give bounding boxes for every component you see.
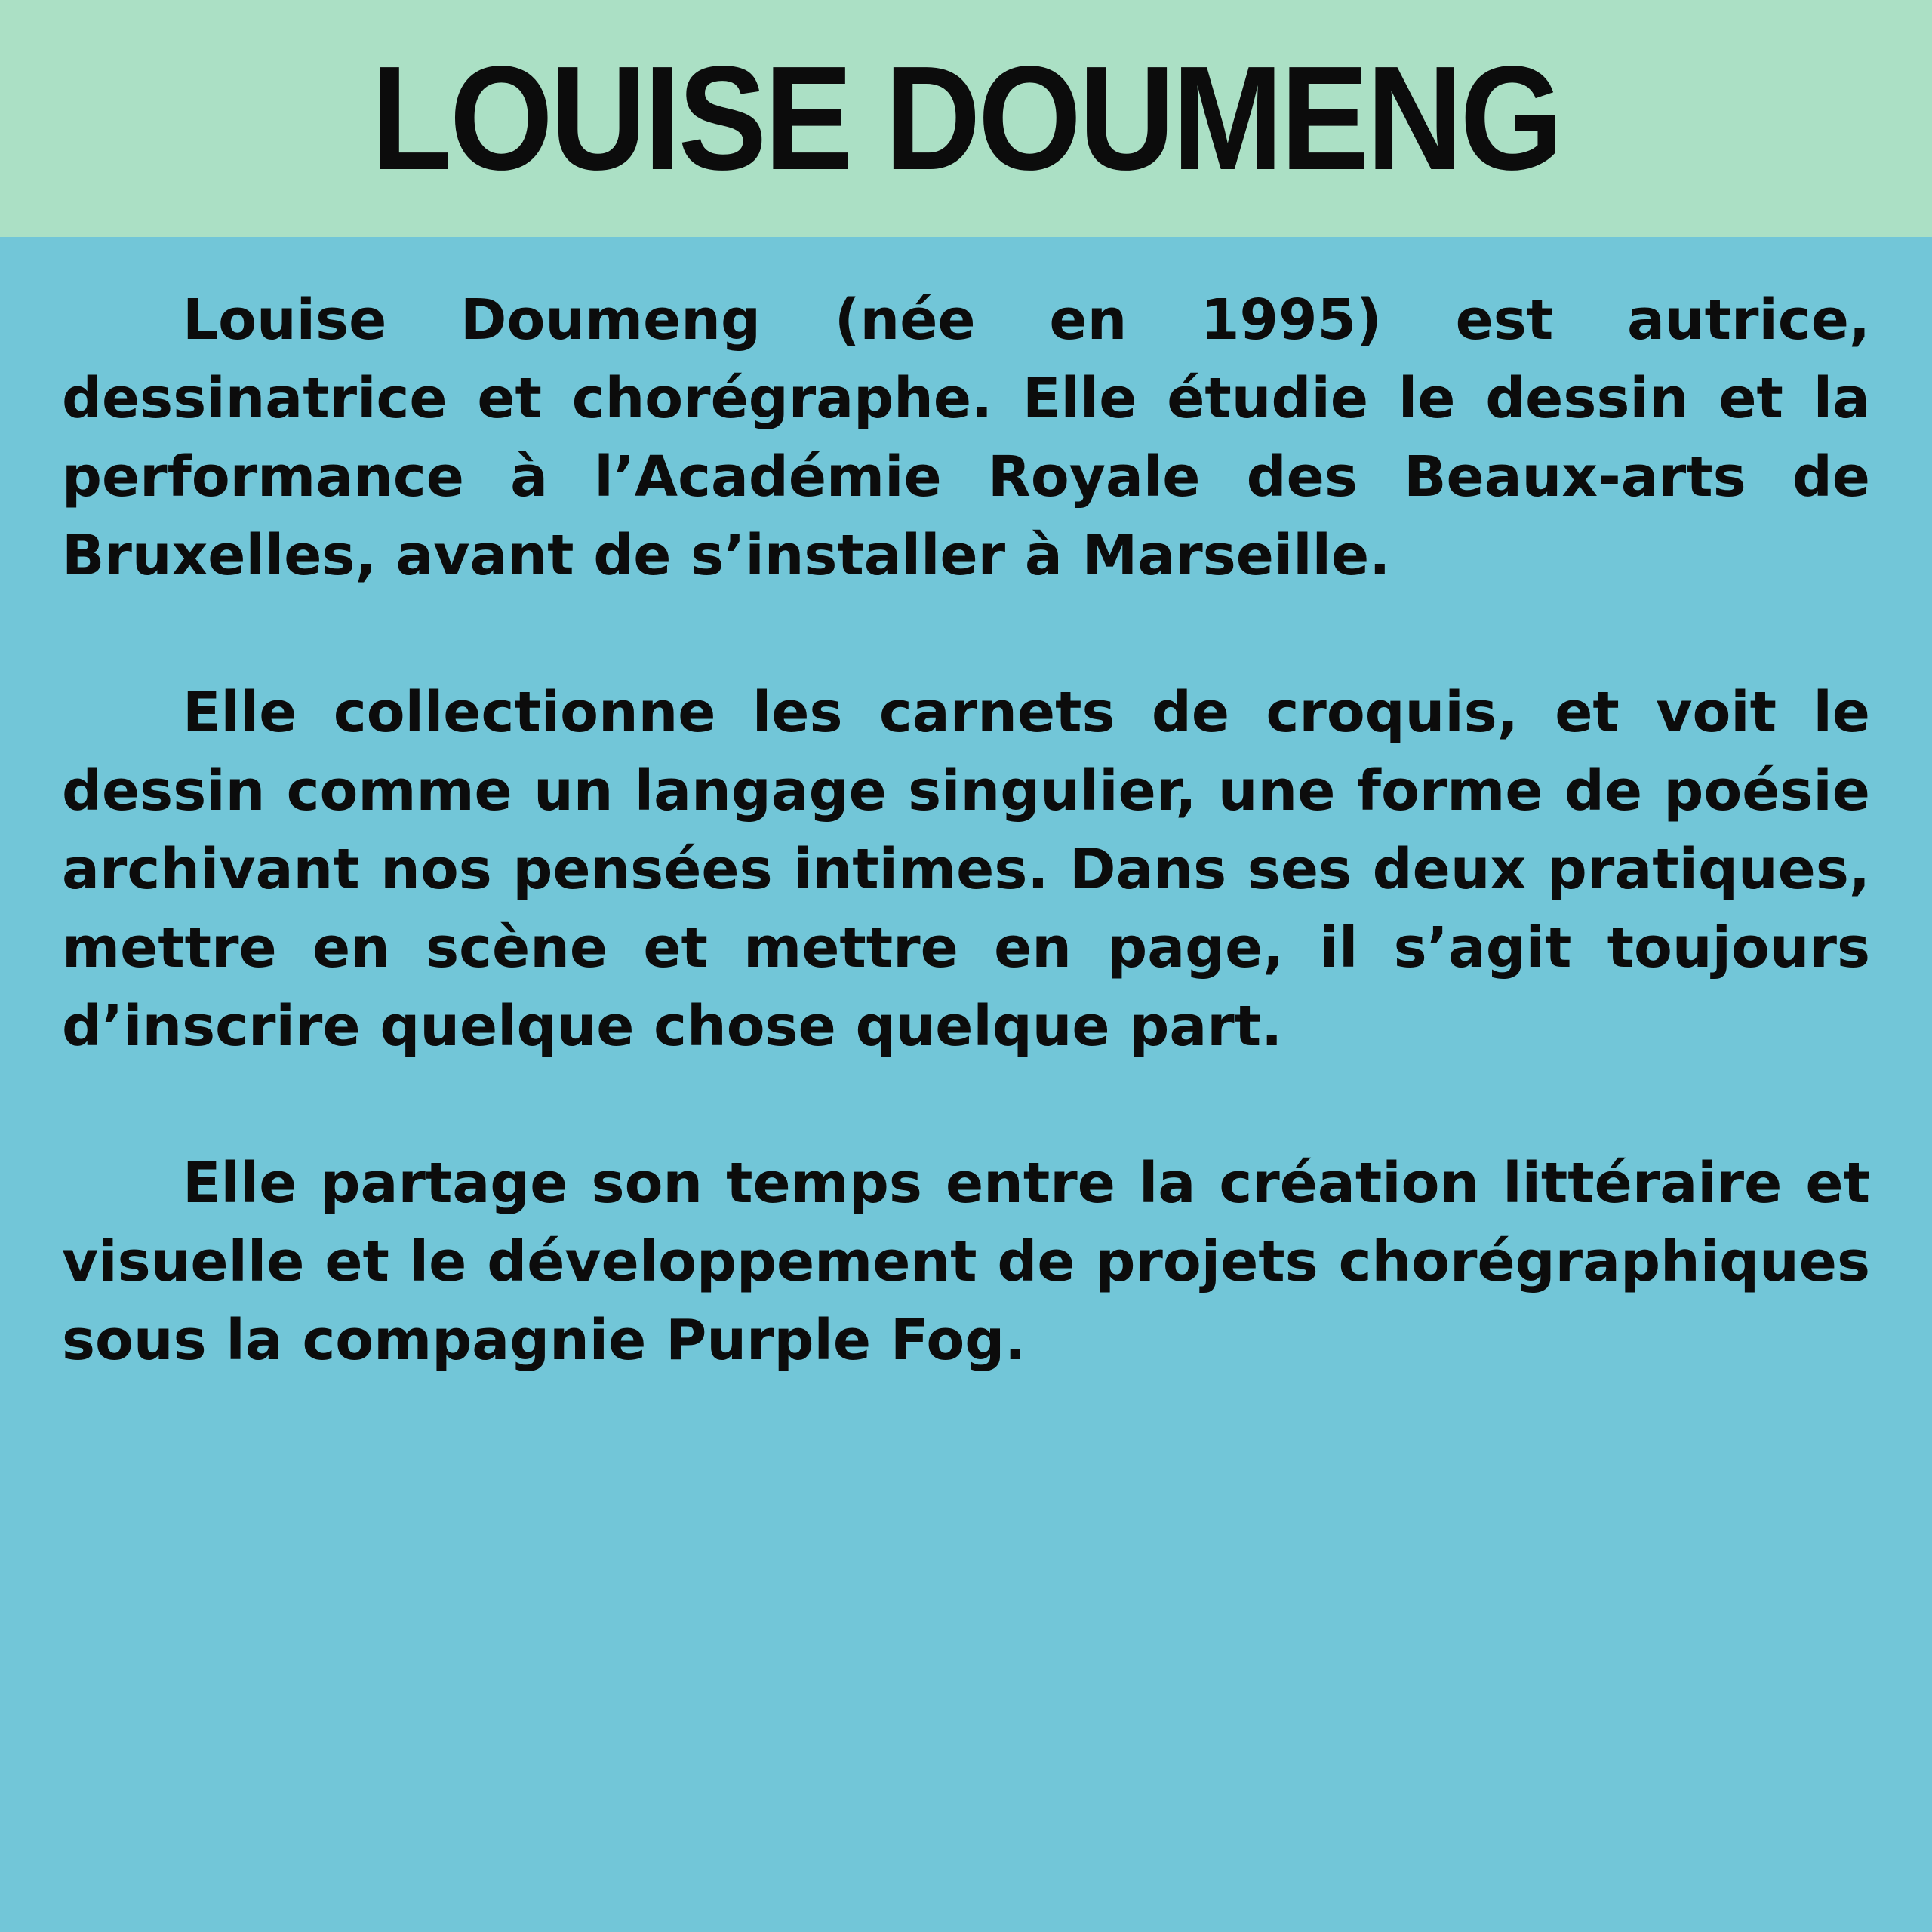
bio-paragraph-3: Elle partage son temps entre la création littéraire et visuelle et le développement de projets chorégraphiques sous la compagnie Purple Fog. [62,1151,1870,1373]
bio-paragraph-1: Louise Doumeng (née en 1995) est autrice, dessinatrice et chorégraphe. Elle étudie le dessin et la performance à l’Académie Royale des Beaux-arts de Bruxelles, avant de s’installer à Marseille. [62,288,1870,588]
bio-paragraph-2: Elle collectionne les carnets de croquis, et voit le dessin comme un langage singulier, une forme de poésie archivant nos pensées intimes. Dans ses deux pratiques, mettre en scène et mettre en page, il s’agit toujours d’inscrire quelque chose quelque part. [62,680,1870,1059]
biography [62,281,1870,1380]
page-title: LOUISE DOUMENG [371,35,1561,201]
title-banner [0,0,1932,237]
